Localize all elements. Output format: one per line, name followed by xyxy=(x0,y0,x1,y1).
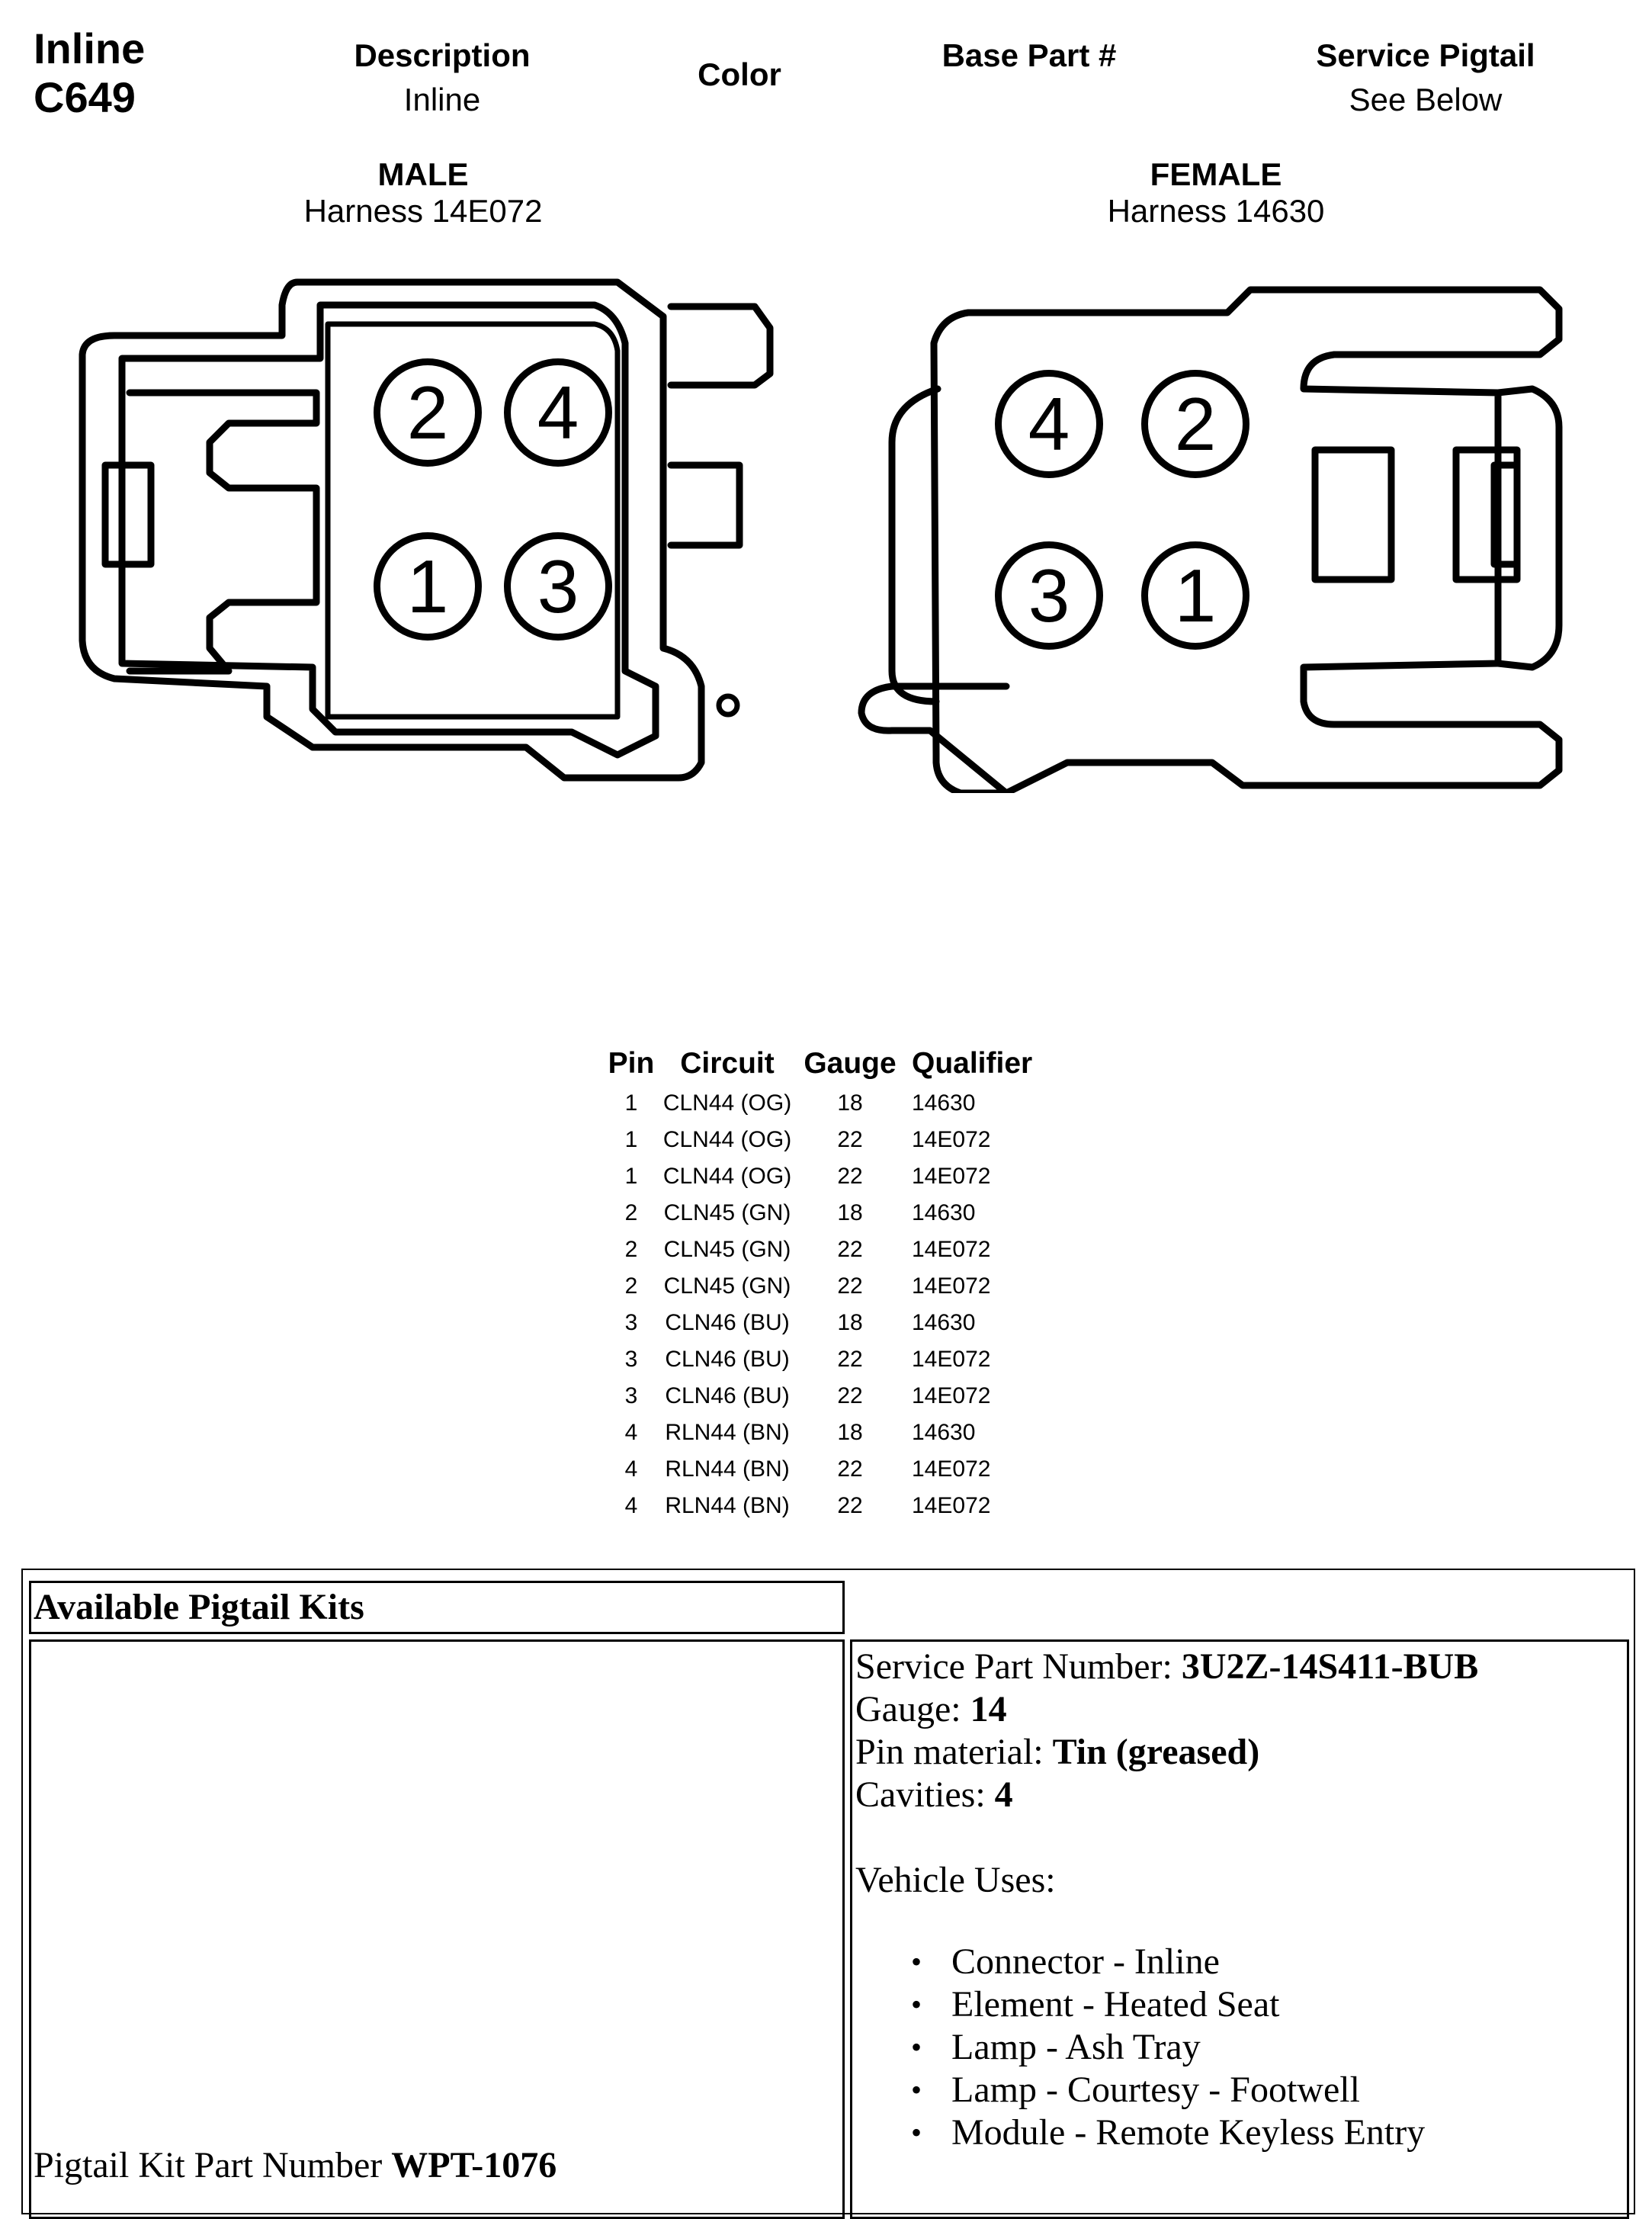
female-inner-latch-a xyxy=(1315,450,1391,580)
male-side-tab xyxy=(671,465,739,545)
qualifier-cell: 14E072 xyxy=(912,1127,991,1152)
female-pin-4 xyxy=(995,370,1103,478)
qualifier-cell: 14E072 xyxy=(912,1237,991,1262)
pin-table-row xyxy=(601,1232,1057,1268)
pin-table-row xyxy=(601,1451,1057,1488)
pin-table-row xyxy=(601,1341,1057,1378)
pigtail-kit-part-label: Pigtail Kit Part Number xyxy=(34,2145,392,2185)
vehicle-use-item: • Lamp - Courtesy - Footwell xyxy=(900,2069,1425,2111)
description-label: Description xyxy=(354,37,531,73)
gauge-cell: 18 xyxy=(837,1200,863,1225)
pin-cell: 4 xyxy=(624,1456,638,1482)
circuit-header: Circuit xyxy=(680,1047,775,1080)
gauge-cell: 22 xyxy=(837,1347,863,1372)
pin-cell: 1 xyxy=(624,1090,638,1116)
male-pin-2 xyxy=(374,358,482,467)
qualifier-cell: 14630 xyxy=(912,1200,976,1225)
female-pin-3 xyxy=(995,541,1103,650)
pin-material-line xyxy=(855,1731,1259,1774)
pin-table-row xyxy=(601,1415,1057,1451)
male-pin-3 xyxy=(504,532,612,641)
qualifier-cell: 14630 xyxy=(912,1420,976,1445)
pin-table-row xyxy=(601,1268,1057,1305)
vehicle-use-item: • Connector - Inline xyxy=(900,1941,1425,1983)
circuit-cell: RLN44 (BN) xyxy=(665,1420,790,1445)
connector-location: Inline xyxy=(34,24,146,72)
service-pigtail-value: See Below xyxy=(1349,82,1503,117)
gauge-cell: 22 xyxy=(837,1237,863,1262)
service-part-line xyxy=(855,1646,1478,1688)
male-heading xyxy=(252,156,595,230)
qualifier-header: Qualifier xyxy=(912,1047,1033,1080)
gauge-value: 14 xyxy=(970,1689,1007,1729)
pin-table-row xyxy=(601,1488,1057,1524)
pin-cell: 4 xyxy=(624,1493,638,1518)
circuit-cell: CLN45 (GN) xyxy=(663,1200,791,1225)
cavities-label: Cavities: xyxy=(855,1774,995,1815)
circuit-cell: RLN44 (BN) xyxy=(665,1493,790,1518)
pin-cell: 3 xyxy=(624,1347,638,1372)
qualifier-cell: 14E072 xyxy=(912,1383,991,1408)
female-housing-outline xyxy=(934,290,1559,793)
pin-cell: 1 xyxy=(624,1164,638,1189)
color-label: Color xyxy=(698,56,781,92)
pigtail-kit-part-value: WPT-1076 xyxy=(391,2145,557,2185)
female-left-wall xyxy=(892,389,938,702)
male-pin-4-label: 4 xyxy=(537,370,579,454)
qualifier-cell: 14E072 xyxy=(912,1493,991,1518)
female-label: FEMALE xyxy=(1150,156,1282,192)
male-pin-1 xyxy=(374,532,482,641)
female-pin-4-label: 4 xyxy=(1028,381,1070,466)
vehicle-uses-list xyxy=(900,1941,1425,2154)
pin-table-row xyxy=(601,1122,1057,1158)
circuit-cell: CLN44 (OG) xyxy=(662,1127,792,1152)
pin-table-row xyxy=(601,1158,1057,1195)
vehicle-use-item: • Element - Heated Seat xyxy=(900,1983,1425,2026)
male-left-latch xyxy=(105,465,151,564)
pin-cell: 1 xyxy=(624,1127,638,1152)
pin-cell: 3 xyxy=(624,1310,638,1335)
male-pin-1-label: 1 xyxy=(406,544,449,628)
gauge-header: Gauge xyxy=(804,1047,897,1080)
qualifier-cell: 14E072 xyxy=(912,1456,991,1482)
vehicle-use-item: • Lamp - Ash Tray xyxy=(900,2026,1425,2069)
pin-table-row xyxy=(601,1195,1057,1232)
gauge-cell: 22 xyxy=(837,1456,863,1482)
female-pin-3-label: 3 xyxy=(1028,553,1070,637)
pin-cell: 2 xyxy=(624,1273,638,1299)
pin-cell: 2 xyxy=(624,1200,638,1225)
female-pin-2 xyxy=(1141,370,1249,478)
description-value: Inline xyxy=(403,82,481,117)
qualifier-cell: 14E072 xyxy=(912,1273,991,1299)
pigtail-kit-cell xyxy=(29,1639,845,2219)
cavities-line xyxy=(855,1774,1013,1816)
pin-table xyxy=(601,1042,1057,1524)
pin-cell: 4 xyxy=(624,1420,638,1445)
qualifier-cell: 14630 xyxy=(912,1310,976,1335)
base-part-label: Base Part # xyxy=(941,37,1117,73)
service-part-label: Service Part Number: xyxy=(855,1646,1182,1687)
male-pin-2-label: 2 xyxy=(406,370,449,454)
male-pin-4 xyxy=(504,358,612,467)
pin-table-row xyxy=(601,1378,1057,1415)
service-pigtail-label: Service Pigtail xyxy=(1316,37,1535,73)
male-label: MALE xyxy=(377,156,469,192)
pigtail-kit-part xyxy=(34,2144,557,2187)
vehicle-use-item: • Module - Remote Keyless Entry xyxy=(900,2111,1425,2154)
male-pin-face-hole xyxy=(719,696,737,715)
gauge-cell: 18 xyxy=(837,1310,863,1335)
female-pin-1 xyxy=(1141,541,1249,650)
female-pin-2-label: 2 xyxy=(1174,381,1217,466)
connector-title xyxy=(34,24,145,122)
male-lock-slot xyxy=(130,393,316,671)
qualifier-cell: 14630 xyxy=(912,1090,976,1116)
circuit-cell: CLN44 (OG) xyxy=(662,1164,792,1189)
gauge-label: Gauge: xyxy=(855,1689,970,1729)
circuit-cell: CLN46 (BU) xyxy=(665,1310,790,1335)
gauge-cell: 18 xyxy=(837,1090,863,1116)
circuit-cell: RLN44 (BN) xyxy=(665,1456,790,1482)
vehicle-uses-label: Vehicle Uses: xyxy=(855,1860,1056,1900)
female-heading xyxy=(1044,156,1387,230)
female-right-rail xyxy=(1498,389,1559,667)
gauge-cell: 22 xyxy=(837,1127,863,1152)
qualifier-cell: 14E072 xyxy=(912,1164,991,1189)
gauge-cell: 22 xyxy=(837,1164,863,1189)
gauge-cell: 22 xyxy=(837,1273,863,1299)
female-inner-latch-c xyxy=(1494,465,1517,564)
female-inner-latch-b xyxy=(1456,450,1517,580)
pin-table-row xyxy=(601,1085,1057,1122)
circuit-cell: CLN44 (OG) xyxy=(662,1090,792,1116)
gauge-cell: 22 xyxy=(837,1493,863,1518)
circuit-cell: CLN45 (GN) xyxy=(663,1237,791,1262)
pin-header: Pin xyxy=(608,1047,655,1080)
cavities-value: 4 xyxy=(994,1774,1013,1815)
gauge-line xyxy=(855,1688,1007,1731)
male-top-tab xyxy=(671,307,770,385)
pin-table-header-row xyxy=(601,1042,1057,1085)
gauge-cell: 18 xyxy=(837,1420,863,1445)
male-harness: Harness 14E072 xyxy=(303,193,543,229)
female-harness: Harness 14630 xyxy=(1107,193,1325,229)
female-pin-1-label: 1 xyxy=(1174,553,1217,637)
connector-id: C649 xyxy=(34,73,136,121)
description-column xyxy=(297,37,587,119)
pin-cell: 2 xyxy=(624,1237,638,1262)
female-connector-diagram xyxy=(846,275,1578,793)
circuit-cell: CLN46 (BU) xyxy=(665,1383,790,1408)
pin-material-value: Tin (greased) xyxy=(1052,1732,1260,1772)
pin-cell: 3 xyxy=(624,1383,638,1408)
circuit-cell: CLN46 (BU) xyxy=(665,1347,790,1372)
pigtail-heading: Available Pigtail Kits xyxy=(34,1587,364,1627)
service-part-value: 3U2Z-14S411-BUB xyxy=(1181,1646,1479,1687)
pin-table-row xyxy=(601,1305,1057,1341)
service-pigtail-column xyxy=(1265,37,1586,119)
circuit-cell: CLN45 (GN) xyxy=(663,1273,791,1299)
male-pin-3-label: 3 xyxy=(537,544,579,628)
gauge-cell: 22 xyxy=(837,1383,863,1408)
qualifier-cell: 14E072 xyxy=(912,1347,991,1372)
pin-material-label: Pin material: xyxy=(855,1732,1053,1772)
